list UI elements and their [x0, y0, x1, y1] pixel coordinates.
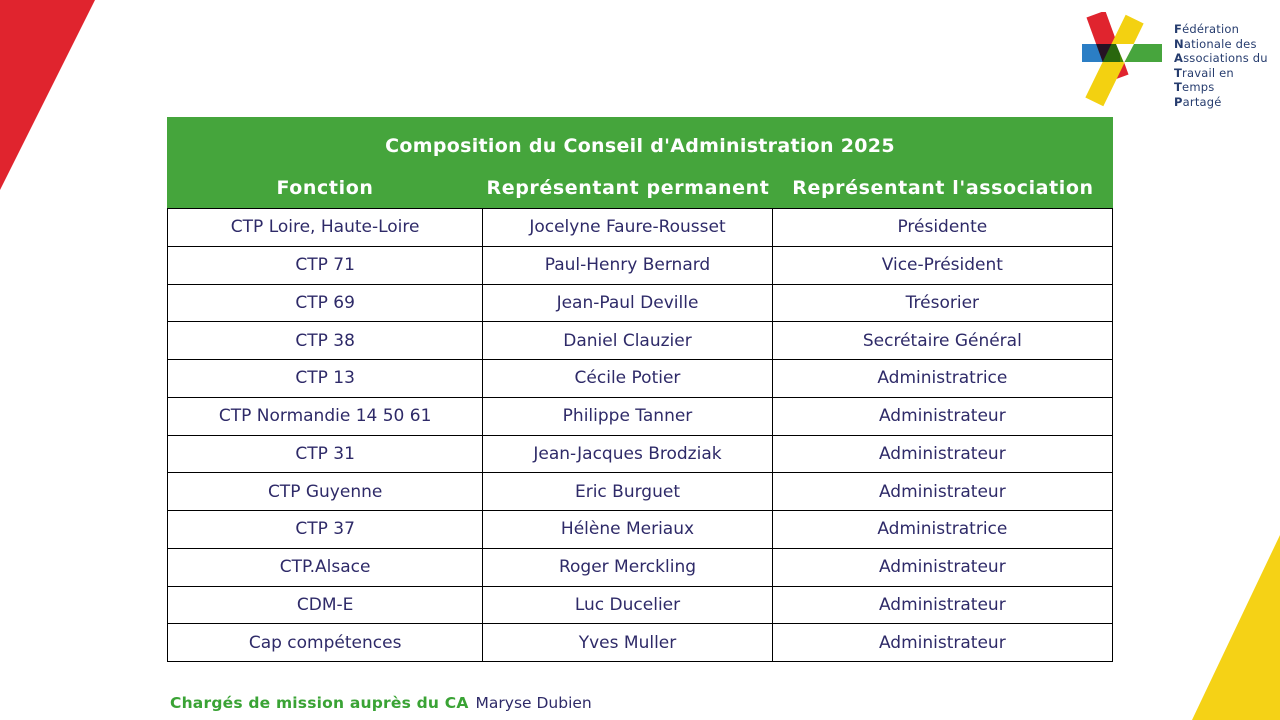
logo-wordmark-line: Nationale des [1174, 36, 1257, 51]
table-cell: Administrateur [878, 481, 1006, 502]
table-cell: Administrateur [878, 594, 1006, 615]
red-corner-shape [0, 0, 95, 190]
table-cell: Yves Muller [483, 624, 772, 661]
table-body [167, 208, 1113, 662]
table-cell: CTP 13 [168, 360, 483, 397]
table-row [168, 587, 1112, 625]
table-cell: Administrateur [878, 443, 1006, 464]
table-cell: Vice-Président [881, 255, 1003, 276]
table-cell: CTP Loire, Haute-Loire [168, 209, 483, 246]
table-cell: CTP 31 [168, 436, 483, 473]
table-row [168, 511, 1112, 549]
table-cell: Paul-Henry Bernard [483, 247, 772, 284]
table-cell: Secrétaire Général [862, 330, 1022, 351]
column-header-representant-association: Représentant l'association [792, 176, 1094, 199]
table-cell: Roger Merckling [483, 549, 772, 586]
yellow-corner-shape [1192, 535, 1280, 720]
table-cell: Luc Ducelier [483, 587, 772, 624]
logo-wordmark-line: Travail en [1174, 65, 1234, 80]
table-row [168, 473, 1112, 511]
table-cell: Cécile Potier [483, 360, 772, 397]
table-row [168, 209, 1112, 247]
table-cell: Présidente [897, 217, 988, 238]
table-cell: Daniel Clauzier [483, 322, 772, 359]
table-cell: CTP 38 [168, 322, 483, 359]
table-cell: Hélène Meriaux [483, 511, 772, 548]
table-cell: Jean-Paul Deville [483, 285, 772, 322]
footer-name: Maryse Dubien [475, 694, 592, 712]
footer [170, 694, 592, 712]
logo-wordmark-line: Partagé [1174, 94, 1222, 109]
column-header-fonction: Fonction [276, 176, 374, 199]
table-cell: Trésorier [905, 292, 980, 313]
table-row [168, 247, 1112, 285]
table-cell: CTP 71 [168, 247, 483, 284]
table-cell: CTP Normandie 14 50 61 [168, 398, 483, 435]
board-table [167, 117, 1113, 662]
logo-wordmark-line: Associations du [1174, 51, 1268, 65]
table-row [168, 398, 1112, 436]
logo-wordmark [1174, 22, 1268, 109]
table-row [168, 624, 1112, 661]
table-cell: CTP Guyenne [168, 473, 483, 510]
column-headers [167, 167, 1113, 208]
table-cell: Administrateur [878, 557, 1006, 578]
table-cell: Eric Burguet [483, 473, 772, 510]
logo-pinwheel-icon [1076, 12, 1166, 118]
table-cell: Jean-Jacques Brodziak [483, 436, 772, 473]
table-cell: Jocelyne Faure-Rousset [483, 209, 772, 246]
table-cell: CTP 37 [168, 511, 483, 548]
table-cell: Administrateur [878, 406, 1006, 427]
logo-wordmark-line: Temps [1174, 80, 1215, 94]
table-cell: Administrateur [878, 632, 1006, 653]
slide-title: Composition du Conseil d'Administration 2025 [385, 135, 895, 157]
table-cell: Administratrice [877, 368, 1008, 389]
table-cell: Philippe Tanner [483, 398, 772, 435]
table-row [168, 285, 1112, 323]
table-header [167, 117, 1113, 208]
table-cell: CTP 69 [168, 285, 483, 322]
table-row [168, 322, 1112, 360]
table-cell: CDM-E [168, 587, 483, 624]
logo-wordmark-line: Fédération [1174, 22, 1240, 36]
table-row [168, 549, 1112, 587]
table-row [168, 360, 1112, 398]
fnattp-logo [1076, 12, 1268, 118]
footer-label: Chargés de mission auprès du CA [170, 694, 469, 712]
column-header-representant-permanent: Représentant permanent [486, 176, 770, 199]
table-cell: Administratrice [877, 519, 1008, 540]
table-cell: CTP.Alsace [168, 549, 483, 586]
table-cell: Cap compétences [168, 624, 483, 661]
table-row [168, 436, 1112, 474]
